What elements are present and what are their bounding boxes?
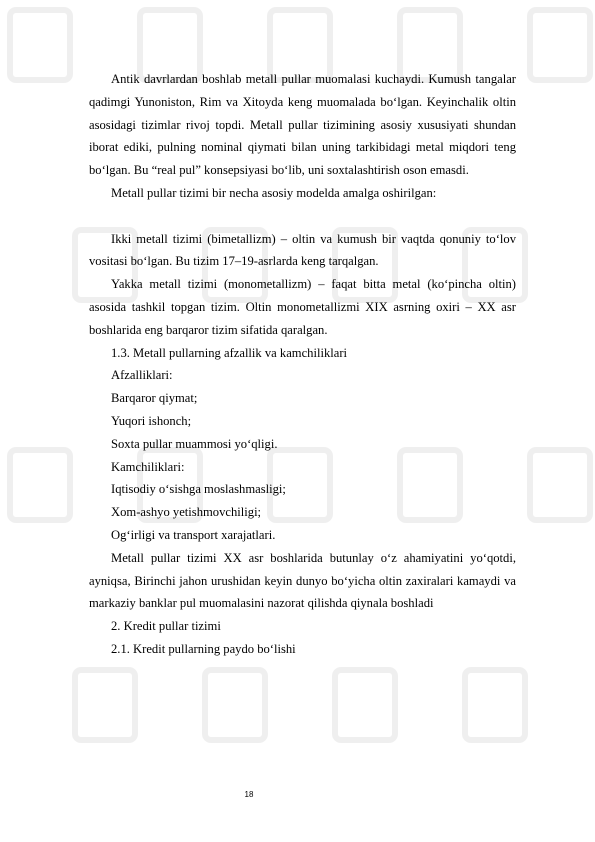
advantages-label: Afzalliklari: [111,368,173,383]
paragraph-models-intro: Metall pullar tizimi bir necha asosiy modelda amalga oshirilgan: [111,185,437,200]
paragraph-metal-system-decline: Metall pullar tizimi XX asr boshlarida butunlay o‘z ahamiyatini yo‘qotdi, ayniqsa, Birinchi jahon urushidan keyin dunyo bo‘yicha oltin zaxiralari kamaydi va markaziy banklar pul muomalasini nazorat qilishda qiynala boshladi [89,550,516,611]
paragraph-bimetallism: Ikki metall tizimi (bimetallizm) – oltin va kumush bir vaqtda qonuniy to‘lov vositasi bo‘lgan. Bu tizim 17–19-asrlarda keng tarqalgan. [89,231,516,269]
disadvantage-item: Og‘irligi va transport xarajatlari. [111,527,276,542]
section-heading-1-3: 1.3. Metall pullarning afzallik va kamchiliklari [111,345,348,360]
section-heading-2-1: 2.1. Kredit pullarning paydo bo‘lishi [111,641,296,656]
advantage-item: Yuqori ishonch; [111,413,192,428]
advantage-item: Barqaror qiymat; [111,391,198,406]
page-number: 18 [244,790,254,799]
disadvantage-item: Iqtisodiy o‘sishga moslashmasligi; [111,482,286,497]
disadvantages-label: Kamchiliklari: [111,459,185,474]
section-heading-2: 2. Kredit pullar tizimi [111,619,221,634]
paragraph-monometallism: Yakka metall tizimi (monometallizm) – faqat bitta metal (ko‘pincha oltin) asosida tashkil topgan tizim. Oltin monometallizmi XIX asrning oxiri – XX asr boshlarida eng barqaror tizim sifatida qaralgan. [89,277,516,337]
blank-line [89,205,516,228]
advantage-item: Soxta pullar muammosi yo‘qligi. [111,436,278,451]
paragraph-metal-money-history: Antik davrlardan boshlab metall pullar muomalasi kuchaydi. Kumush tangalar qadimgi Yunoniston, Rim va Xitoyda keng muomalada bo‘lgan. Keyinchalik oltin asosidagi tizimlar rivoj topdi. Metall pullar tizimining asosiy xususiyati shundan iborat ediki, pulning nominal qiymati bilan uning tarkibidagi metal miqdori teng bo‘lgan. Bu “real pul” konsepsiyasi bo‘lib, uni soxtalashtirish oson emasdi. [89,72,516,178]
document-body [89,68,516,661]
disadvantage-item: Xom-ashyo yetishmovchiligi; [111,505,262,520]
